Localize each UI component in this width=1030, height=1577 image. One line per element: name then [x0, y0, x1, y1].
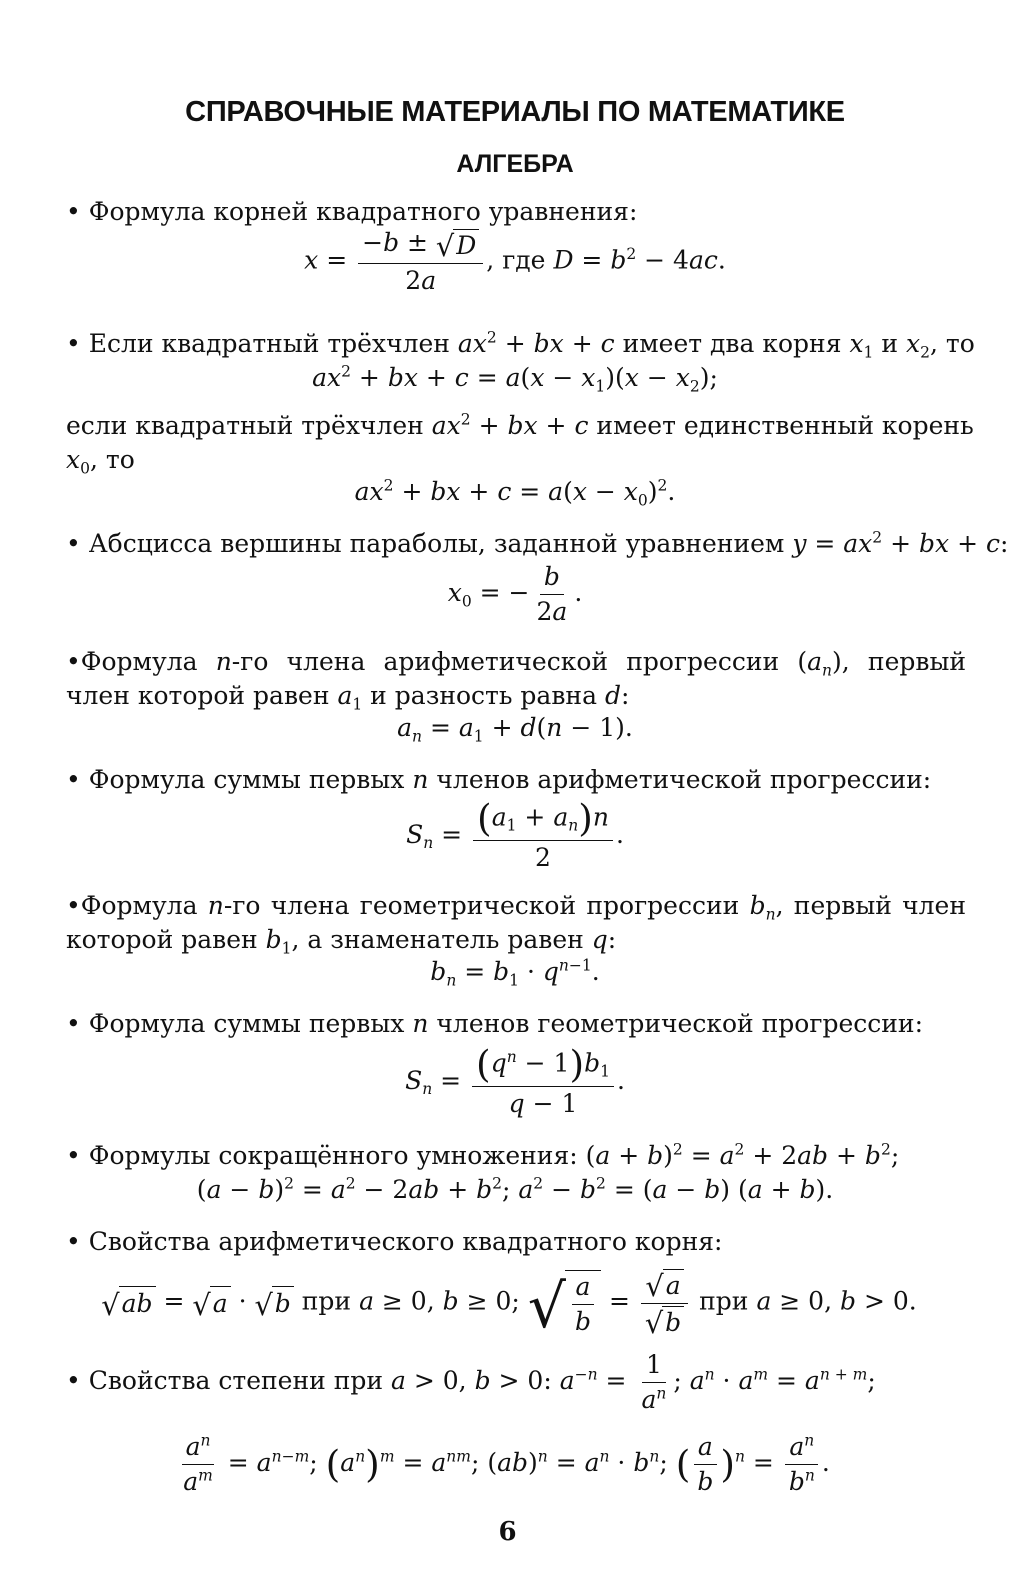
quadratic-roots-heading: • Формула корней квадратного уравнения:: [66, 197, 638, 226]
sqrt-props-heading: • Свойства арифметического квадратного корня:: [66, 1227, 723, 1256]
page-title: СПРАВОЧНЫЕ МАТЕРИАЛЫ ПО МАТЕМАТИКЕ: [185, 96, 845, 128]
geom-nth-line-1: •Формула n-го члена геометрической прогрессии $b_n$, первый член: [66, 891, 967, 924]
parabola-formula: $x_0$ = − $\frac{b}{2a}$ .: [447, 562, 583, 626]
page-number: 6: [498, 1517, 517, 1547]
short-mult-line-1: • Формулы сокращённого умножения: $(a + b)^2 = a^2 + 2ab + b^2$;: [66, 1140, 900, 1170]
factorization-line-1: • Если квадратный трёхчлен $ax^2$ + bx + c имеет два корня $x_1$ и $x_2$, то: [66, 328, 975, 362]
arith-nth-line-2: член которой равен $a_1$ и разность равна d:: [66, 681, 630, 714]
geom-nth-line-2: которой равен $b_1$, а знаменатель равен q:: [66, 925, 617, 958]
factorization-formula-two-roots: $ax^2$ + bx + $c = a(x - x_1)(x - x_2)$;: [312, 362, 718, 396]
power-props-line-2: $\frac{a^n}{a^m}$ = $a^{n-m}$; $(a^n)^m = a^{nm}$; $(ab)^n = a^n \cdot b^n$; ( $\frac{a}{b}$ )$^n$ = $\frac{a^n}{b^n}$ .: [183, 1431, 830, 1496]
quadratic-roots-formula: x = −b ± √ D 2a , где $D = b^2 - 4ac$.: [304, 228, 726, 295]
geom-sum-heading: • Формула суммы первых n членов геометрической прогрессии:: [66, 1009, 924, 1038]
factorization-line-2: если квадратный трёхчлен $ax^2$ + bx + c имеет единственный корень: [66, 410, 974, 440]
bullet: •: [66, 197, 81, 226]
geom-nth-formula: $b_n = b_1 \cdot q^{n-1}$.: [430, 956, 600, 990]
arith-nth-line-1: •Формула n-го члена арифметической прогрессии $(a_n)$, первый: [66, 647, 967, 680]
section-title: АЛГЕБРА: [456, 150, 574, 178]
arith-nth-formula: $a_n = a_1 + d(n - 1)$.: [397, 713, 633, 746]
geom-sum-formula: $S_n$ = $\frac{(q^n - 1)b_1}{q - 1}$ .: [405, 1042, 625, 1118]
power-props-line-1: • Свойства степени при a > 0, b > 0: $a^{-n}$ = $\frac{1}{a^n}$ ; $a^n \cdot a^m = a^{n + m}$;: [66, 1350, 876, 1414]
parabola-heading: • Абсцисса вершины параболы, заданной уравнением $y = ax^2$ + bx + c:: [66, 528, 1009, 558]
sqrt-props-formula: √ ab = √ a · √ b при a ≥ 0, b ≥ 0; √ $\frac{a}{b}$ = √ a √ b при a ≥ 0, b > 0.: [101, 1268, 917, 1342]
arith-sum-formula: $S_n$ = $\frac{(a_1 + a_n)n}{2}$ .: [406, 796, 624, 872]
factorization-formula-one-root: $ax^2$ + bx + $c = a(x - x_0)^2$.: [354, 476, 676, 510]
arith-sum-heading: • Формула суммы первых n членов арифметической прогрессии:: [66, 765, 932, 794]
short-mult-line-2: $(a - b)^2 = a^2 - 2ab + b^2$; $a^2 - b^2 = (a - b) (a + b)$.: [196, 1174, 834, 1204]
factorization-line-3: $x_0$, то: [66, 445, 135, 478]
